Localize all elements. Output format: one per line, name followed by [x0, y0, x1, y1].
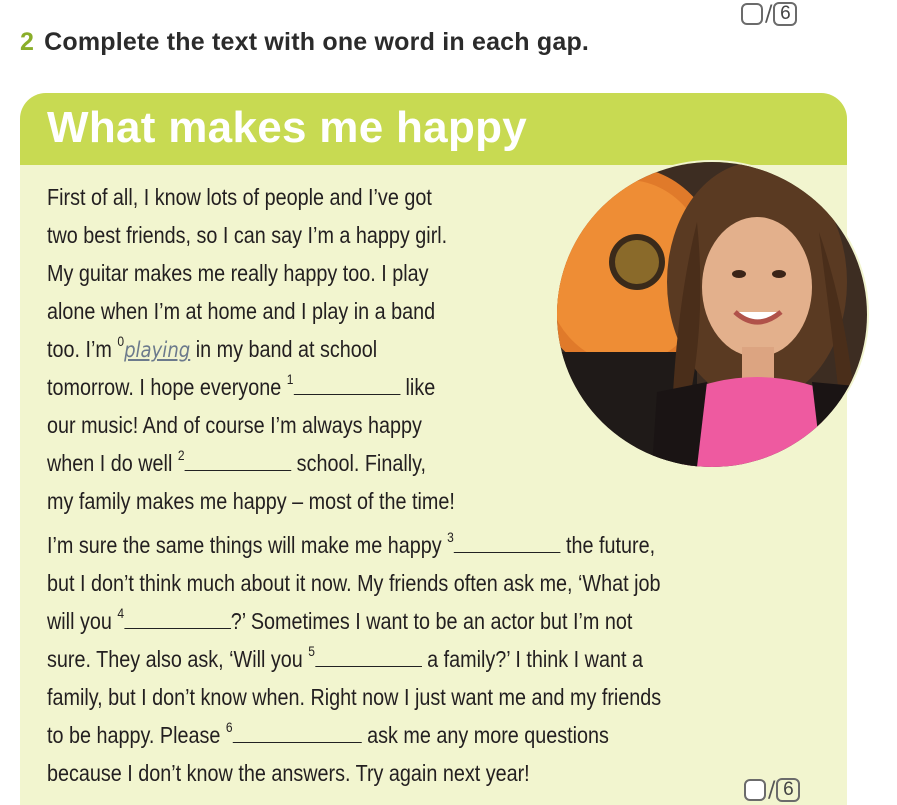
text-segment: too. I’m: [47, 336, 118, 362]
gap-number-0: 0: [117, 333, 125, 350]
text-segment: ?’ Sometimes I want to be an actor but I’m not: [230, 608, 633, 634]
task-text: Complete the text with one word in each gap.: [44, 28, 590, 56]
gap-number-3: 3: [447, 529, 454, 546]
gap-number-1: 1: [286, 371, 294, 388]
gap-3-blank[interactable]: [454, 536, 561, 553]
text-line-5: [47, 333, 378, 362]
text-segment: ask me any more questions: [361, 722, 609, 748]
text-segment: when I do well: [47, 450, 178, 476]
text-segment: tomorrow. I hope everyone: [47, 374, 287, 400]
text-line-13: [47, 643, 643, 672]
gap-1-blank[interactable]: [293, 378, 400, 395]
photo-illustration: [557, 162, 867, 467]
text-segment: will you: [47, 608, 118, 634]
text-line-2: two best friends, so I can say I’m a happy girl.: [47, 222, 448, 248]
task-number: 2: [20, 28, 35, 56]
text-segment: I’m sure the same things will make me happy: [47, 532, 448, 558]
score-input-box[interactable]: [741, 3, 763, 25]
gap-number-6: 6: [225, 719, 233, 736]
gap-2-blank[interactable]: [185, 454, 292, 471]
text-line-14: family, but I don’t know when. Right now I just want me and my friends: [47, 684, 662, 710]
text-line-12: [47, 605, 633, 634]
girl-with-guitar-photo: [555, 160, 869, 469]
gap-number-5: 5: [308, 643, 315, 660]
text-segment: a family?’ I think I want a: [421, 646, 643, 672]
text-line-1: First of all, I know lots of people and I’ve got: [47, 184, 432, 210]
text-line-8: [47, 447, 427, 476]
text-segment: the future,: [560, 532, 656, 558]
gap-5-blank[interactable]: [315, 650, 422, 667]
text-segment: to be happy. Please: [47, 722, 226, 748]
gap-4-blank[interactable]: [124, 612, 231, 629]
score-bottom: [744, 775, 800, 805]
text-line-10: [47, 529, 656, 558]
text-segment: school. Finally,: [291, 450, 427, 476]
text-line-11: but I don’t think much about it now. My friends often ask me, ‘What job: [47, 570, 661, 596]
task-instruction: [20, 28, 589, 57]
score-top: [741, 0, 797, 28]
text-segment: sure. They also ask, ‘Will you: [47, 646, 309, 672]
article-title: What makes me happy: [47, 103, 528, 152]
gap-6-blank[interactable]: [233, 726, 362, 743]
text-line-3: My guitar makes me really happy too. I play: [47, 260, 429, 286]
gap-number-4: 4: [117, 605, 125, 622]
score-slash: /: [765, 1, 773, 27]
text-line-15: [47, 719, 609, 748]
text-line-7: our music! And of course I’m always happy: [47, 412, 422, 438]
gap-number-2: 2: [177, 447, 185, 464]
score-slash: /: [768, 777, 776, 803]
text-line-16: because I don’t know the answers. Try again next year!: [47, 760, 530, 786]
score-total: 6: [776, 778, 800, 802]
text-segment: in my band at school: [190, 336, 378, 362]
score-input-box[interactable]: [744, 779, 766, 801]
text-line-9: my family makes me happy – most of the time!: [47, 488, 455, 514]
text-segment: like: [400, 374, 436, 400]
score-total: 6: [773, 2, 797, 26]
text-line-4: alone when I’m at home and I play in a band: [47, 298, 436, 324]
example-answer: playing: [124, 338, 191, 362]
text-line-6: [47, 371, 436, 400]
